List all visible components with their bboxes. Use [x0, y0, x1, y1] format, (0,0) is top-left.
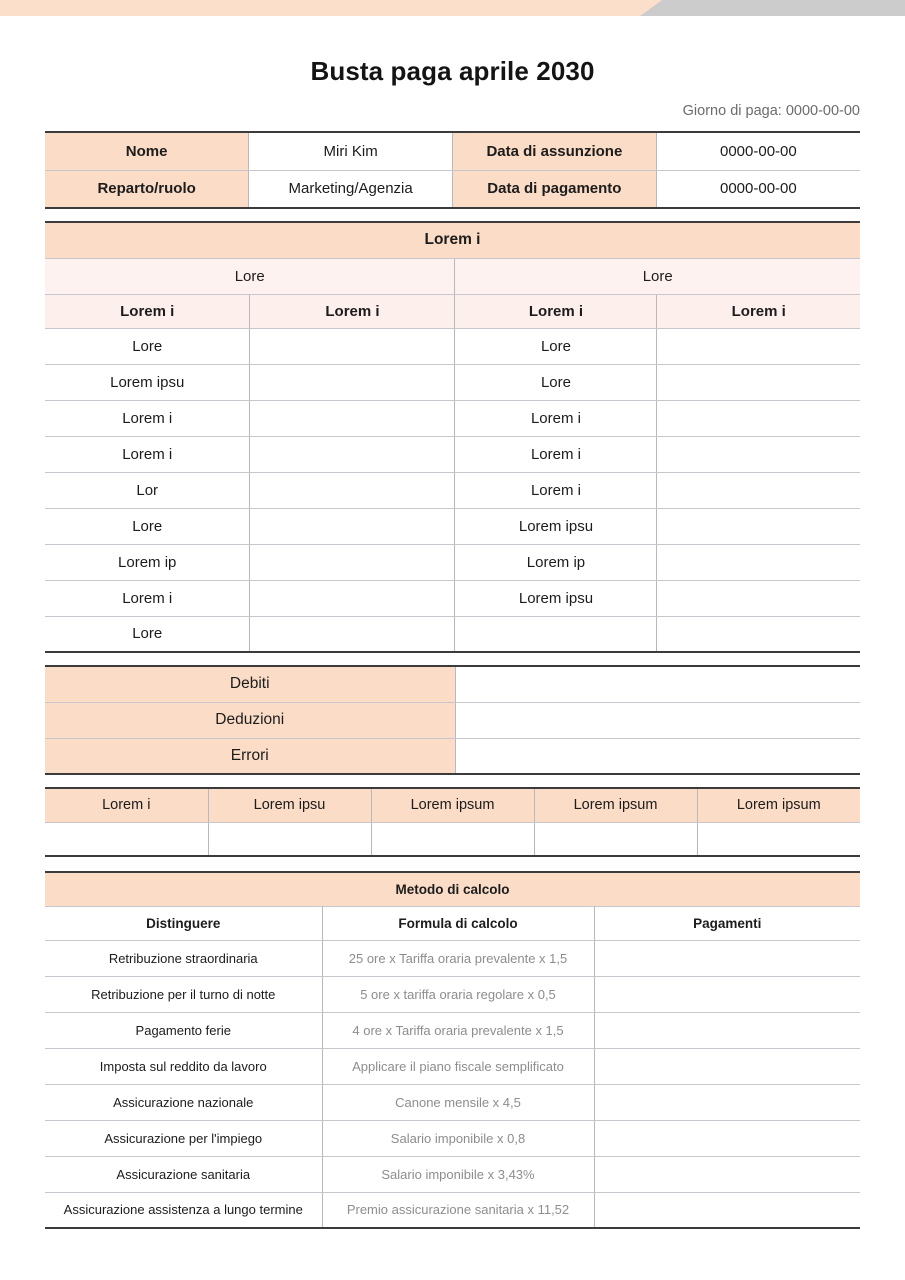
calculation-formula: Salario imponibile x 3,43% [322, 1156, 594, 1192]
table-row [45, 508, 860, 544]
calculation-item: Assicurazione nazionale [45, 1084, 322, 1120]
calculation-formula: 5 ore x tariffa oraria regolare x 0,5 [322, 976, 594, 1012]
earnings-amount-cell[interactable] [657, 580, 860, 616]
adjustment-label-debiti: Debiti [45, 666, 455, 702]
earnings-cell: Lorem ip [455, 544, 657, 580]
calculation-item: Assicurazione assistenza a lungo termine [45, 1192, 322, 1228]
table-row [45, 906, 860, 940]
table-row [45, 702, 860, 738]
earnings-amount-cell[interactable] [250, 364, 455, 400]
table-row [45, 872, 860, 906]
earnings-amount-cell[interactable] [250, 544, 455, 580]
calculation-payment[interactable] [594, 1012, 860, 1048]
summary-value-cell[interactable] [697, 822, 860, 856]
calculation-payment[interactable] [594, 1192, 860, 1228]
table-row [45, 436, 860, 472]
summary-col-header-4: Lorem ipsum [534, 788, 697, 822]
earnings-amount-cell[interactable] [250, 436, 455, 472]
earnings-amount-cell[interactable] [657, 544, 860, 580]
top-decorative-banner [0, 0, 905, 16]
table-row [45, 738, 860, 774]
table-row [45, 1156, 860, 1192]
earnings-cell: Lore [45, 328, 250, 364]
calculation-item: Pagamento ferie [45, 1012, 322, 1048]
adjustments-table [45, 665, 860, 775]
table-row [45, 222, 860, 258]
earnings-cell: Lorem i [455, 400, 657, 436]
payslip-page [0, 16, 905, 1229]
table-row [45, 294, 860, 328]
calculation-item: Retribuzione per il turno di notte [45, 976, 322, 1012]
calculation-formula: Premio assicurazione sanitaria x 11,52 [322, 1192, 594, 1228]
adjustment-value-deduzioni[interactable] [455, 702, 860, 738]
table-row [45, 1084, 860, 1120]
earnings-cell: Lorem i [45, 400, 250, 436]
earnings-amount-cell[interactable] [250, 616, 455, 652]
table-row [45, 364, 860, 400]
identity-label-pay: Data di pagamento [453, 170, 657, 208]
earnings-amount-cell[interactable] [657, 364, 860, 400]
earnings-amount-cell[interactable] [657, 328, 860, 364]
table-row [45, 1192, 860, 1228]
earnings-cell: Lorem ipsu [45, 364, 250, 400]
table-row [45, 616, 860, 652]
earnings-cell [455, 616, 657, 652]
earnings-amount-cell[interactable] [657, 436, 860, 472]
banner-peach-block [0, 0, 700, 16]
summary-value-cell[interactable] [371, 822, 534, 856]
earnings-cell: Lorem i [45, 436, 250, 472]
earnings-cell: Lorem i [45, 580, 250, 616]
identity-value-pay[interactable]: 0000-00-00 [656, 170, 860, 208]
identity-label-nome: Nome [45, 132, 249, 170]
calculation-formula: 4 ore x Tariffa oraria prevalente x 1,5 [322, 1012, 594, 1048]
earnings-amount-cell[interactable] [657, 400, 860, 436]
earnings-amount-cell[interactable] [250, 508, 455, 544]
earnings-amount-cell[interactable] [250, 580, 455, 616]
earnings-cell: Lorem ipsu [455, 508, 657, 544]
earnings-amount-cell[interactable] [250, 328, 455, 364]
banner-gray-block [640, 0, 905, 16]
identity-label-dept: Reparto/ruolo [45, 170, 249, 208]
calculation-payment[interactable] [594, 1084, 860, 1120]
earnings-cell: Lorem ip [45, 544, 250, 580]
summary-col-header-3: Lorem ipsum [371, 788, 534, 822]
earnings-cell: Lorem i [455, 436, 657, 472]
table-row [45, 544, 860, 580]
calculation-title: Metodo di calcolo [45, 872, 860, 906]
earnings-col-header-3: Lorem i [455, 294, 657, 328]
adjustment-label-deduzioni: Deduzioni [45, 702, 455, 738]
identity-value-dept[interactable]: Marketing/Agenzia [249, 170, 453, 208]
table-row [45, 132, 860, 170]
earnings-amount-cell[interactable] [250, 472, 455, 508]
summary-value-cell[interactable] [534, 822, 697, 856]
summary-col-header-5: Lorem ipsum [697, 788, 860, 822]
table-row [45, 258, 860, 294]
table-row [45, 580, 860, 616]
identity-label-hire: Data di assunzione [453, 132, 657, 170]
calculation-col-header-pagamenti: Pagamenti [594, 906, 860, 940]
earnings-amount-cell[interactable] [657, 472, 860, 508]
calculation-item: Retribuzione straordinaria [45, 940, 322, 976]
earnings-group-right: Lore [455, 258, 860, 294]
earnings-cell: Lore [45, 508, 250, 544]
summary-totals-table [45, 787, 860, 857]
table-row [45, 1048, 860, 1084]
summary-value-cell[interactable] [208, 822, 371, 856]
identity-value-hire[interactable]: 0000-00-00 [656, 132, 860, 170]
calculation-payment[interactable] [594, 1048, 860, 1084]
calculation-item: Assicurazione per l'impiego [45, 1120, 322, 1156]
table-row [45, 788, 860, 822]
adjustment-value-debiti[interactable] [455, 666, 860, 702]
table-row [45, 666, 860, 702]
table-row [45, 328, 860, 364]
calculation-formula: Canone mensile x 4,5 [322, 1084, 594, 1120]
calculation-formula: Salario imponibile x 0,8 [322, 1120, 594, 1156]
calculation-payment[interactable] [594, 940, 860, 976]
calculation-item: Imposta sul reddito da lavoro [45, 1048, 322, 1084]
earnings-group-left: Lore [45, 258, 455, 294]
identity-value-nome[interactable]: Miri Kim [249, 132, 453, 170]
earnings-col-header-4: Lorem i [657, 294, 860, 328]
calculation-payment[interactable] [594, 1156, 860, 1192]
table-row [45, 1012, 860, 1048]
summary-col-header-1: Lorem i [45, 788, 208, 822]
calculation-method-table [45, 871, 860, 1229]
earnings-cell: Lore [455, 364, 657, 400]
employee-identity-table [45, 131, 860, 209]
table-row [45, 822, 860, 856]
summary-value-cell[interactable] [45, 822, 208, 856]
earnings-amount-cell[interactable] [657, 616, 860, 652]
earnings-cell: Lor [45, 472, 250, 508]
calculation-formula: Applicare il piano fiscale semplificato [322, 1048, 594, 1084]
earnings-banner: Lorem i [45, 222, 860, 258]
earnings-amount-cell[interactable] [250, 400, 455, 436]
earnings-cell: Lorem i [455, 472, 657, 508]
earnings-deductions-table [45, 221, 860, 653]
adjustment-value-errori[interactable] [455, 738, 860, 774]
table-row [45, 472, 860, 508]
earnings-col-header-1: Lorem i [45, 294, 250, 328]
calculation-formula: 25 ore x Tariffa oraria prevalente x 1,5 [322, 940, 594, 976]
earnings-cell: Lore [45, 616, 250, 652]
table-row [45, 940, 860, 976]
calculation-payment[interactable] [594, 976, 860, 1012]
earnings-amount-cell[interactable] [657, 508, 860, 544]
table-row [45, 976, 860, 1012]
calculation-payment[interactable] [594, 1120, 860, 1156]
table-row [45, 1120, 860, 1156]
summary-col-header-2: Lorem ipsu [208, 788, 371, 822]
calculation-item: Assicurazione sanitaria [45, 1156, 322, 1192]
table-row [45, 170, 860, 208]
table-row [45, 400, 860, 436]
earnings-col-header-2: Lorem i [250, 294, 455, 328]
payday-label: Giorno di paga: 0000-00-00 [682, 103, 860, 119]
calculation-col-header-formula: Formula di calcolo [322, 906, 594, 940]
page-title: Busta paga aprile 2030 [310, 56, 595, 86]
earnings-cell: Lore [455, 328, 657, 364]
adjustment-label-errori: Errori [45, 738, 455, 774]
earnings-cell: Lorem ipsu [455, 580, 657, 616]
calculation-col-header-distinguere: Distinguere [45, 906, 322, 940]
